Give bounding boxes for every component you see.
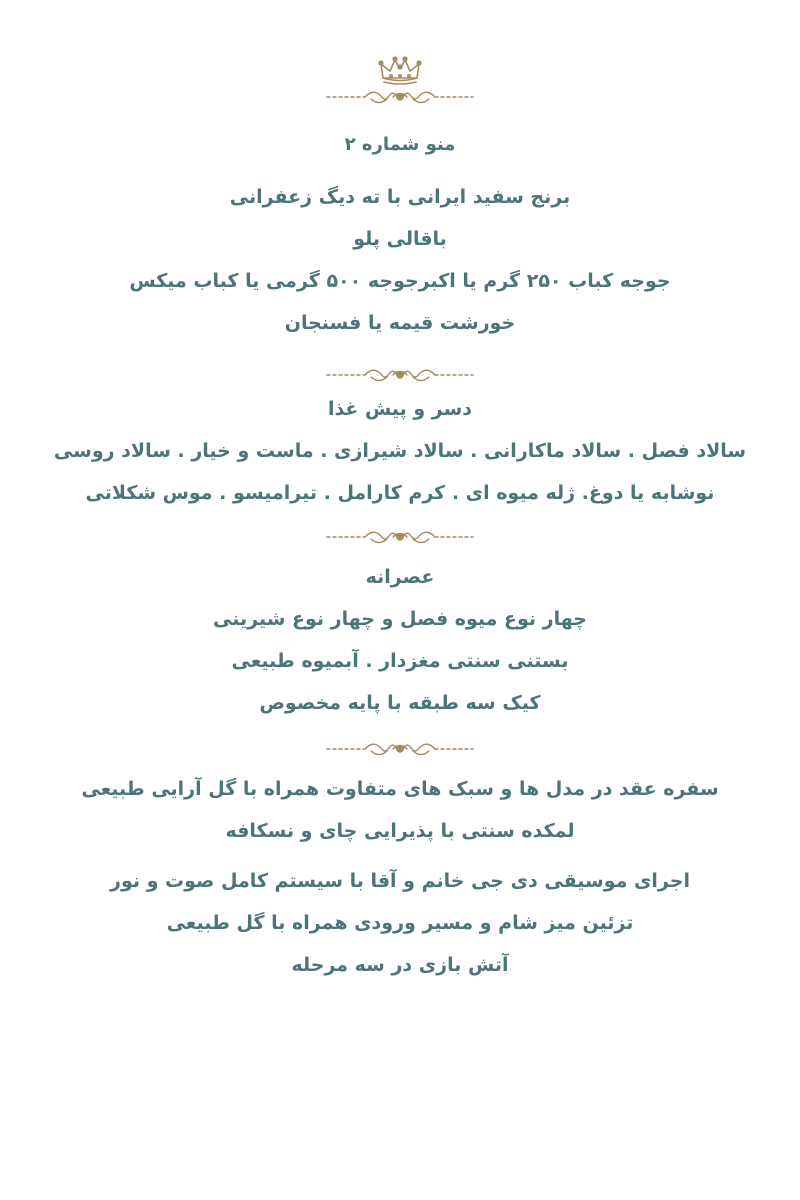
service-item-decoration: تزئین میز شام و مسیر ورودی همراه با گل طبیعی <box>166 912 634 934</box>
flourish-divider-icon <box>325 364 475 386</box>
dessert-item-desserts: نوشابه یا دوغ. ژله میوه ای . کرم کارامل . تیرامیسو . موس شکلاتی <box>85 482 715 504</box>
dessert-heading: دسر و پیش غذا <box>327 398 473 420</box>
flourish-divider-icon <box>325 526 475 548</box>
afternoon-item-cake: کیک سه طبقه با پایه مخصوص <box>259 692 541 714</box>
afternoon-heading: عصرانه <box>365 566 435 588</box>
afternoon-item-icecream: بستنی سنتی مغزدار . آبمیوه طبیعی <box>231 650 569 672</box>
service-item-music: اجرای موسیقی دی جی خانم و آقا با سیستم کامل صوت و نور <box>110 870 690 892</box>
service-item-sofreh-aghd: سفره عقد در مدل ها و سبک های متفاوت همراه با گل آرایی طبیعی <box>81 778 719 800</box>
menu-item-baghali-polo: باقالی پلو <box>353 228 447 250</box>
service-item-lamkadeh: لمکده سنتی با پذیرایی چای و نسکافه <box>225 820 575 842</box>
menu-item-khoresht: خورشت قیمه یا فسنجان <box>284 312 516 334</box>
menu-item-rice: برنج سفید ایرانی با ته دیگ زعفرانی <box>229 186 571 208</box>
dessert-item-salads: سالاد فصل . سالاد ماکارانی . سالاد شیرازی . ماست و خیار . سالاد روسی <box>53 440 747 462</box>
service-item-fireworks: آتش بازی در سه مرحله <box>291 954 509 976</box>
crown-icon <box>377 56 423 86</box>
menu-item-kabab: جوجه کباب ۲۵۰ گرم یا اکبرجوجه ۵۰۰ گرمی یا کباب میکس <box>129 270 671 292</box>
menu-title: منو شماره ۲ <box>344 134 456 155</box>
flourish-divider-icon <box>325 738 475 760</box>
flourish-divider-icon <box>325 86 475 108</box>
afternoon-item-fruits: چهار نوع میوه فصل و چهار نوع شیرینی <box>213 608 587 630</box>
